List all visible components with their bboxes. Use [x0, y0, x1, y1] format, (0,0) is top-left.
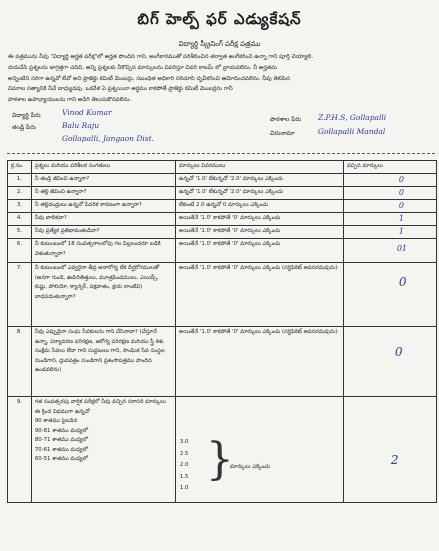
row-scored [343, 397, 436, 503]
student-name-label: విద్యార్థి పేరు [12, 112, 41, 119]
row-question: నీ తండ్రి జీవించి ఉన్నారా? [31, 174, 175, 187]
row-scored [343, 174, 436, 187]
intro-line: అన్నింటిని సరిగా ఉన్నవో లేవో అని ప్రాజెక్టు కమిటీ మెంబర్లు, సబంధిత అధికారి సరిచూసి దృవీకరించి ఆమోదించవలెను. నీవు తెలిపిన [8, 75, 290, 82]
table-row [8, 397, 437, 503]
row-question: నీ తల్లి జీవించి ఉన్నారా? [31, 187, 175, 200]
intro-line: వివరాల సత్యానికి నీవే బాధ్యుడవు. ఒకవేళ ఏ ప్రశ్నయినా అర్థము కాకపోతే ప్రాజెక్టు కమిటీ మెంబర్లను గానీ [8, 86, 233, 93]
row-scored [343, 213, 436, 226]
row-number: 1. [8, 174, 32, 187]
grade-points [180, 437, 189, 495]
scored-mark: 1 [398, 214, 404, 223]
table-header-row [8, 161, 437, 174]
row-number: 8. [8, 327, 32, 397]
row-number: 6. [8, 239, 32, 263]
intro-line: పాఠశాల ఉపాధ్యాయులను గాని అడిగి తెలుసుకొనవలెను. [8, 97, 132, 104]
address-label: చిరునామా [270, 130, 295, 137]
grade-range: 90 శాతము పైబడిన [34, 418, 78, 424]
row-marks: ఉన్నచో '1.0' లేకున్నచో '2.0' మార్కులు ఎక్కించు [175, 174, 343, 187]
form-title: బిగ్ హెల్ప్ ఫర్ ఎడ్యుకేషన్ [137, 10, 302, 28]
grade-point: 1.5 [179, 473, 189, 480]
row-scored [343, 263, 436, 327]
grade-point: 2.5 [179, 450, 189, 457]
grade-point: 3.0 [179, 439, 189, 445]
grade-range: 70-61 శాతము మధ్యలో [34, 446, 88, 453]
school-name-label: పాఠశాల పేరు [270, 116, 302, 123]
row-marks: అయితేనే '1.0' కాకపోతే '0' మార్కులు ఎక్కించు [175, 239, 343, 263]
row-question: నీవు ఎప్పుడైనా సంఘ సేవకులను గాని చేసినావా? (చేస్తూనే ఉన్నా, పర్యావరణ పరిరక్షణ, ఆరోగ్య పరిరక్షణ మరియు స్త్రీ శిశు సంక్షేమ సేవలు లేదా గాని సుద్దబులు గాని, సాంఘిక సేవ సంస్థల నుండిగాని, ధ్రువపత్రం సుండిగాని ప్రశంసాపత్రము పొందిన ఉండవలెను) [31, 327, 175, 397]
scored-mark: 1 [398, 227, 404, 236]
scored-mark: 0 [398, 188, 404, 197]
father-name-label: తండ్రి పేరు [12, 124, 36, 131]
row-number: 9. [8, 397, 32, 503]
table-row [8, 187, 437, 200]
address-value: Gollapalli, Jangaon Dist. [62, 134, 154, 143]
row-marks: అయితేనే '1.0' కాకపోతే '0' మార్కులు ఎక్కించు [175, 226, 343, 239]
row-marks [175, 397, 343, 503]
header-serial: క్ర.సం. [8, 161, 32, 174]
row-question: నీ కుటుంబంలో ఎవ్వరైనా తీవ్ర అనారోగ్య లేక దీర్ఘరోగములతో (అనగా గుండె, ఊపిరితిత్తులు, మూత్రపిండములు, ఎయిడ్స్, కుష్టు, పోలియో, క్యాన్సర్, పక్షవాతం, క్షయ లాంటివి) బాధపడుతున్నారా? [31, 263, 175, 327]
row-marks: ఉన్నచో '1.0' లేకున్నచో '2.0' మార్కులు ఎక్కించు [175, 187, 343, 200]
brace-icon: } [205, 434, 234, 485]
grade-range: 60-51 శాతము మధ్యలో [34, 456, 88, 462]
grade-marks-label: మార్కులు ఎక్కించు [229, 464, 271, 470]
table-row [8, 174, 437, 187]
grade-point: 1.0 [179, 485, 189, 491]
row-number: 5. [8, 226, 32, 239]
scored-mark: 0 [398, 175, 404, 184]
row-number: 2. [8, 187, 32, 200]
header-scored: వచ్చిన మార్కులు [343, 161, 436, 174]
table-row [8, 327, 437, 397]
row-scored [343, 187, 436, 200]
row-scored [343, 327, 436, 397]
table-row [8, 200, 437, 213]
father-name-value: Balu Raju [62, 121, 100, 130]
school-name-value: Z.P.H.S, Gollapalli [318, 113, 387, 122]
student-name-value: Vinod Kumar [62, 108, 112, 117]
grade-range: 80-71 శాతము మధ్యలో [34, 437, 88, 443]
row-question: నీవు ప్రత్యేక ప్రతిభావంతుడివా? [31, 226, 175, 239]
scored-mark: 0 [398, 275, 407, 289]
row-marks: అయితేనే '1.0' కాకపోతే '0' మార్కులు ఎక్కించు (సర్టిఫికెట్ అవసరమవును) [175, 327, 343, 397]
row-scored [343, 239, 436, 263]
screening-table [7, 160, 437, 503]
row-marks: లేకుంటే 2.0 ఉన్నచో 0 మార్కులు ఎక్కించు [175, 200, 343, 213]
grade-question: గత సంవత్సరపు వార్షిక పరీక్షలో నీవు వచ్చిన సరాసరి మార్కులు ఈ క్రింద విధముగా ఉన్నచో [34, 399, 166, 415]
scored-mark: 0 [398, 201, 404, 210]
row-marks: అయితేనే '1.0' కాకపోతే '0' మార్కులు ఎక్కించు [175, 213, 343, 226]
table-row [8, 239, 437, 263]
scored-mark: 0 [394, 345, 403, 359]
intro-line: దయచేసి ప్రశ్నలను జాగ్రత్తగా చదివి, అన్ని ప్రశ్నలకు నీకొచ్చిన మార్కులను వివరిస్తూ చివరి కాలమ్ లో వ్రాయవలెను. నీ అర్హతను [8, 64, 277, 71]
row-question: నీ తల్లిదండ్రులు ఉన్నచో పేదరిక కారణంగా ఉన్నారా? [31, 200, 175, 213]
intro-line: ఈ పత్రమును నీవు "విద్యార్థి అర్హత పరీక్ష"లో అర్హత పొందిన గాని, అంగీకారముతో పరిశీలించిన తర్వాత అంగీకరించి ఉన్నా గాని పూర్తి చెయ్యాలి. [8, 54, 314, 60]
row-marks: అయితేనే '1.0' కాకపోతే '0' మార్కులు ఎక్కించు (సర్టిఫికెట్ అవసరమవును) [175, 263, 343, 327]
row-number: 7. [8, 263, 32, 327]
village-value: Gollapalli Mandal [318, 127, 386, 136]
table-row [8, 263, 437, 327]
row-question: నీవు బాలికవా? [31, 213, 175, 226]
scored-mark: 2 [390, 453, 399, 467]
row-scored [343, 200, 436, 213]
row-question [31, 397, 175, 503]
scored-mark: 01 [396, 244, 407, 253]
row-number: 3. [8, 200, 32, 213]
header-question: ప్రశ్నలు మరియు పరిశీలక సంగతులు [31, 161, 175, 174]
row-scored [343, 226, 436, 239]
table-row [8, 226, 437, 239]
divider [7, 153, 435, 154]
header-marks: మార్కులు వివరములు [175, 161, 343, 174]
grade-range: 90-81 శాతము మధ్యలో [34, 427, 88, 434]
intro-paragraph [8, 52, 433, 106]
form-subtitle: విద్యార్థి స్క్రీనింగ్ పరీక్ష పత్రము [178, 40, 261, 48]
grade-point: 2.0 [179, 462, 189, 468]
row-number: 4. [8, 213, 32, 226]
table-row [8, 213, 437, 226]
row-question: నీ కుటుంబంలో 18 సంవత్సరాలలోపు గల పిల్లలందరూ బడికి వెళుతున్నారా? [31, 239, 175, 263]
